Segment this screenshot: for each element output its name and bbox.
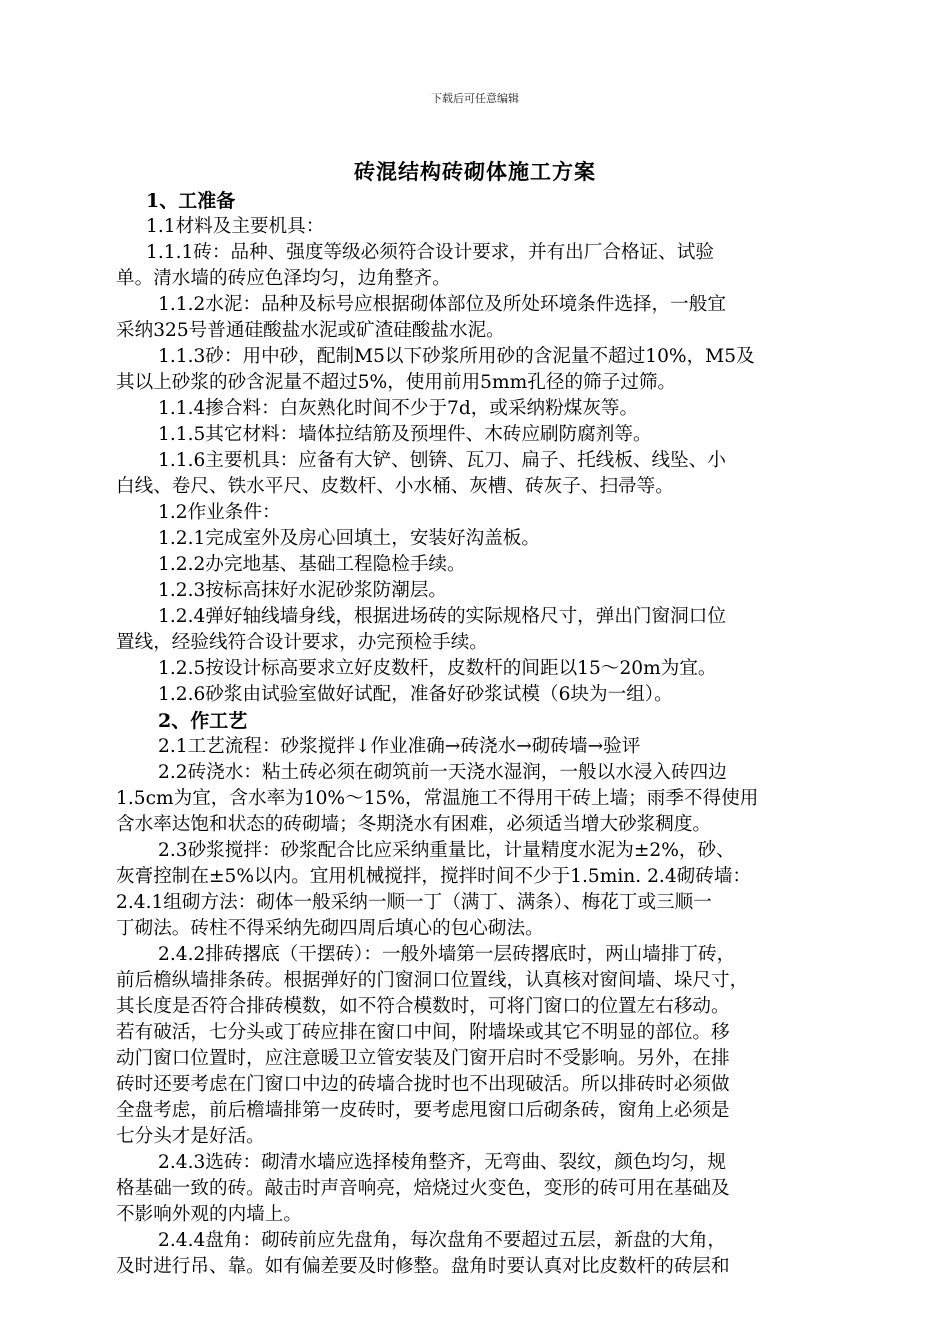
paragraph-line: 1.2作业条件：: [158, 502, 281, 523]
paragraph-line: 2.1工艺流程：砂浆搅拌↓作业准确→砖浇水→砌砖墙→验评: [158, 736, 641, 757]
paragraph-line: 1.2.3按标高抹好水泥砂浆防潮层。: [158, 580, 448, 601]
paragraph-line: 1.1.5其它材料：墙体拉结筋及预埋件、木砖应刷防腐剂等。: [158, 424, 652, 445]
paragraph-line: 1.2.5按设计标高要求立好皮数杆，皮数杆的间距以15～20m为宜。: [158, 658, 717, 679]
paragraph-line: 1.1.1砖：品种、强度等级必须符合设计要求，并有出厂合格证、试验: [146, 242, 714, 263]
paragraph-line: 采纳325号普通硅酸盐水泥或矿渣硅酸盐水泥。: [116, 320, 505, 341]
paragraph-line: 其长度是否符合排砖模数，如不符合模数时，可将门窗口的位置左右移动。: [116, 996, 730, 1017]
paragraph-line: 1.1.4掺合料：白灰熟化时间不少于7d，或采纳粉煤灰等。: [158, 398, 639, 419]
paragraph-line: 1.1材料及主要机具：: [146, 216, 325, 237]
paragraph-line: 2.3砂浆搅拌：砂浆配合比应采纳重量比，计量精度水泥为±2%，砂、: [158, 840, 735, 861]
document-title: 砖混结构砖砌体施工方案: [354, 159, 596, 184]
paragraph-line: 不影响外观的内墙上。: [116, 1204, 302, 1225]
paragraph-line: 砖时还要考虑在门窗口中边的砖墙合拢时也不出现破活。所以排砖时必须做: [116, 1074, 730, 1095]
paragraph-line: 1.2.4弹好轴线墙身线，根据进场砖的实际规格尺寸，弹出门窗洞口位: [158, 606, 726, 627]
paragraph-line: 其以上砂浆的砂含泥量不超过5%，使用前用5mm孔径的筛子过筛。: [116, 372, 677, 393]
paragraph-line: 置线，经验线符合设计要求，办完预检手续。: [116, 632, 488, 653]
paragraph-line: 2.4.2排砖撂底（干摆砖）：一般外墙第一层砖撂底时，两山墙排丁砖，: [158, 944, 736, 965]
paragraph-line: 1.2.2办完地基、基础工程隐检手续。: [158, 554, 466, 575]
paragraph-line: 1.2.6砂浆由试验室做好试配，准备好砂浆试模（6块为一组）。: [158, 684, 673, 705]
paragraph-line: 1.2.1完成室外及房心回填土，安装好沟盖板。: [158, 528, 540, 549]
paragraph-line: 动门窗口位置时，应注意暖卫立管安装及门窗开启时不受影响。另外，在排: [116, 1048, 730, 1069]
paragraph-line: 全盘考虑，前后檐墙排第一皮砖时，要考虑甩窗口后砌条砖，窗角上必须是: [116, 1100, 730, 1121]
paragraph-line: 单。清水墙的砖应色泽均匀，边角整齐。: [116, 268, 451, 289]
paragraph-line: 丁砌法。砖柱不得采纳先砌四周后填心的包心砌法。: [116, 918, 544, 939]
paragraph-line: 含水率达饱和状态的砖砌墙；冬期浇水有困难，必须适当增大砂浆稠度。: [116, 814, 712, 835]
paragraph-line: 2.4.3选砖：砌清水墙应选择棱角整齐，无弯曲、裂纹，颜色均匀，规: [158, 1152, 726, 1173]
paragraph-line: 2.4.1组砌方法：砌体一般采纳一顺一丁（满丁、满条）、梅花丁或三顺一: [116, 892, 712, 913]
paragraph-line: 1.5cm为宜，含水率为10%～15%，常温施工不得用干砖上墙；雨季不得使用: [116, 788, 759, 809]
section-heading: 2、作工艺: [158, 710, 248, 732]
paragraph-line: 2.2砖浇水：粘土砖必须在砌筑前一天浇水湿润，一般以水浸入砖四边: [158, 762, 727, 783]
paragraph-line: 灰膏控制在±5%以内。宜用机械搅拌，搅拌时间不少于1.5min. 2.4砌砖墙：: [116, 866, 752, 887]
paragraph-line: 若有破活，七分头或丁砖应排在窗口中间，附墙垛或其它不明显的部位。移: [116, 1022, 730, 1043]
paragraph-line: 及时进行吊、靠。如有偏差要及时修整。盘角时要认真对比皮数杆的砖层和: [116, 1256, 730, 1277]
section-heading: 1、工准备: [146, 190, 236, 212]
header-note: 下载后可任意编辑: [431, 92, 519, 105]
paragraph-line: 前后檐纵墙排条砖。根据弹好的门窗洞口位置线，认真核对窗间墙、垛尺寸，: [116, 970, 749, 991]
paragraph-line: 1.1.6主要机具：应备有大铲、刨锛、瓦刀、扁子、托线板、线坠、小: [158, 450, 726, 471]
paragraph-line: 2.4.4盘角：砌砖前应先盘角，每次盘角不要超过五层，新盘的大角，: [158, 1230, 726, 1251]
paragraph-line: 七分头才是好活。: [116, 1126, 265, 1147]
document-body: [116, 188, 856, 1280]
paragraph-line: 1.1.3砂：用中砂，配制M5以下砂浆所用砂的含泥量不超过10%，M5及: [158, 346, 755, 367]
paragraph-line: 白线、卷尺、铁水平尺、皮数杆、小水桶、灰槽、砖灰子、扫帚等。: [116, 476, 674, 497]
paragraph-line: 1.1.2水泥：品种及标号应根据砌体部位及所处环境条件选择，一般宜: [158, 294, 726, 315]
paragraph-line: 格基础一致的砖。敲击时声音响亮，焙烧过火变色，变形的砖可用在基础及: [116, 1178, 730, 1199]
